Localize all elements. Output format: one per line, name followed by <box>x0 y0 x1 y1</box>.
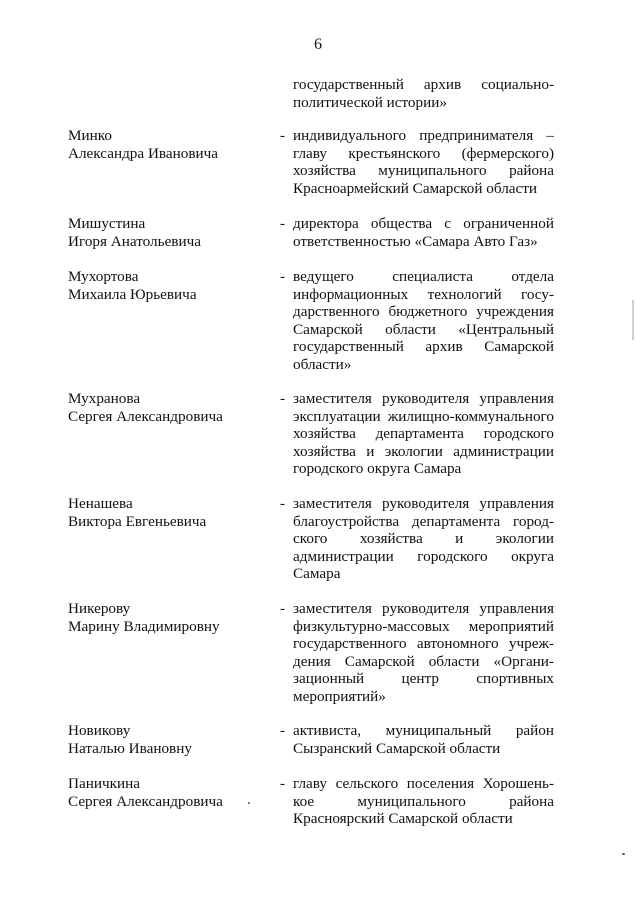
position-line: хозяйства муниципального района <box>293 162 554 179</box>
surname: Мухранова <box>68 390 141 407</box>
position-line: заместителя руководителя управления <box>293 600 554 617</box>
appointee-position <box>293 127 554 197</box>
given-names: Михаила Юрьевича <box>68 285 197 303</box>
given-names: Марину Владимировну <box>68 617 220 635</box>
dash-separator: - <box>280 215 286 232</box>
continuation-line: политической истории» <box>293 93 447 111</box>
position-line: благоустройства департамента город- <box>293 512 554 530</box>
position-line: эксплуатации жилищно-коммунального <box>293 407 554 425</box>
appointee-name <box>68 390 268 425</box>
given-names: Игоря Анатольевича <box>68 232 201 250</box>
page-number: 6 <box>314 36 322 53</box>
surname: Новикову <box>68 722 131 739</box>
appointee-name <box>68 127 268 162</box>
position-line: городского округа Самара <box>293 460 462 477</box>
appointee-name <box>68 215 268 250</box>
given-names: Виктора Евгеньевича <box>68 512 207 530</box>
appointee-name <box>68 600 268 635</box>
continuation-line: государственный архив социально- <box>293 76 554 93</box>
given-names: Сергея Александровича <box>68 792 223 810</box>
surname: Мухортова <box>68 268 139 285</box>
position-line: активиста, муниципальный район <box>293 722 554 739</box>
surname: Никерову <box>68 600 131 617</box>
position-line: заместителя руководителя управления <box>293 495 554 512</box>
appointee-position <box>293 215 554 250</box>
appointee-name <box>68 495 268 530</box>
position-line: главу крестьянского (фермерского) <box>293 144 554 162</box>
scan-speck <box>622 853 625 855</box>
position-line: дарственного бюджетного учреждения <box>293 303 554 320</box>
position-line: ского хозяйства и экологии <box>293 530 554 547</box>
position-line: главу сельского поселения Хорошень- <box>293 775 554 792</box>
position-line: администрации городского округа <box>293 547 554 565</box>
position-line: физкультурно-массовых мероприятий <box>293 617 554 635</box>
position-line: зационный центр спортивных <box>293 670 554 687</box>
appointee-position <box>293 722 554 757</box>
appointee-name <box>68 268 268 303</box>
position-line: информационных технологий госу- <box>293 285 554 303</box>
position-line: Сызранский Самарской области <box>293 739 501 757</box>
appointee-name <box>68 775 268 810</box>
position-line: Красноармейский Самарской области <box>293 179 538 197</box>
position-line: заместителя руководителя управления <box>293 390 554 407</box>
position-line: хозяйства департамента городского <box>293 425 554 442</box>
dash-separator: - <box>280 775 286 792</box>
given-names: Наталью Ивановну <box>68 739 192 757</box>
appointee-name <box>68 722 268 757</box>
surname: Минко <box>68 127 112 144</box>
position-line: государственный архив Самарской <box>293 338 554 355</box>
position-line: индивидуального предпринимателя – <box>293 127 554 144</box>
surname: Ненашева <box>68 495 133 512</box>
dash-separator: - <box>280 600 286 617</box>
position-line: ведущего специалиста отдела <box>293 268 554 285</box>
surname: Мишустина <box>68 215 146 232</box>
given-names: Александра Ивановича <box>68 144 219 162</box>
dash-separator: - <box>280 268 286 285</box>
dash-separator: - <box>280 390 286 407</box>
position-line: директора общества с ограниченной <box>293 215 554 232</box>
position-line: Красноярский Самарской области <box>293 810 513 827</box>
given-names: Сергея Александровича <box>68 407 223 425</box>
position-line: области» <box>293 355 352 373</box>
dash-separator: - <box>280 495 286 512</box>
appointee-position <box>293 495 554 583</box>
continuation-text <box>293 76 554 111</box>
scan-speck <box>248 802 250 804</box>
dash-separator: - <box>280 722 286 739</box>
position-line: мероприятий» <box>293 687 386 705</box>
position-line: государственного автономного учреж- <box>293 635 554 652</box>
appointee-position <box>293 390 554 478</box>
surname: Паничкина <box>68 775 140 792</box>
position-line: ответственностью «Самара Авто Газ» <box>293 232 538 250</box>
position-line: хозяйства и экологии администрации <box>293 442 554 460</box>
dash-separator: - <box>280 127 286 144</box>
appointee-position <box>293 268 554 373</box>
appointee-position <box>293 600 554 705</box>
position-line: дения Самарской области «Органи- <box>293 652 554 670</box>
appointee-position <box>293 775 554 828</box>
position-line: Самара <box>293 565 341 582</box>
position-line: кое муниципального района <box>293 792 554 810</box>
position-line: Самарской области «Центральный <box>293 320 554 338</box>
scan-speck <box>632 300 634 340</box>
